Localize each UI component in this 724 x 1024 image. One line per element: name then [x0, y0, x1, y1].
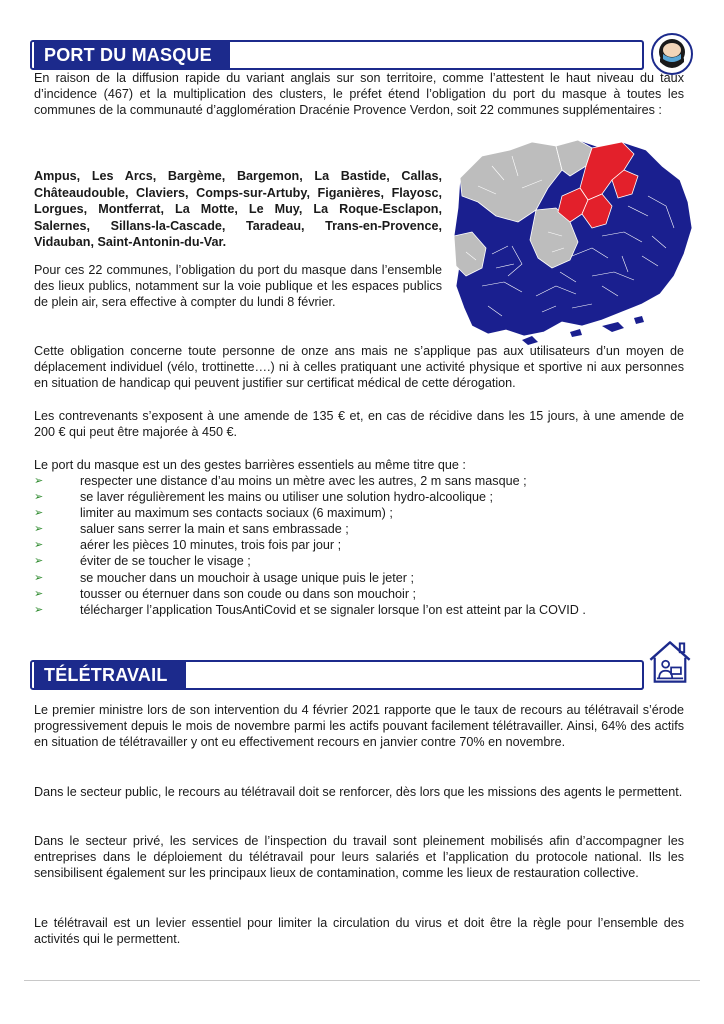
teletravail-p1: Le premier ministre lors de son intervention du 4 février 2021 rapporte que le taux de recours au télétravail s’érode progressivement depuis le mois de novembre parmi les actifs pouvant facilement télétravailler. Ainsi, 64% des actifs en situation de télétravailler y ont eu effectivement recours en janvier contre 70% en novembre. — [34, 703, 684, 750]
arrow-bullet-icon: ➢ — [34, 539, 44, 552]
list-item: ➢ se laver régulièrement les mains ou utiliser une solution hydro-alcoolique ; — [34, 490, 494, 505]
list-item: ➢ respecter une distance d’au moins un mètre avec les autres, 2 m sans masque ; — [34, 474, 527, 488]
section-title-teletravail: TÉLÉTRAVAIL — [34, 662, 186, 688]
masque-scope: Cette obligation concerne toute personne de onze ans mais ne s’applique pas aux utilisateurs d’un moyen de déplacement individuel (vélo, trottinette….) ni à celles pratiquant une activité physique et sportive ni aux personnes en situation de handicap qui peuvent justifier sur certificat médical de cette dérogation. — [34, 344, 684, 391]
gestures-intro: Le port du masque est un des gestes barrières essentiels au même titre que : — [34, 458, 466, 472]
masque-intro: En raison de la diffusion rapide du variant anglais sur son territoire, comme l’attestent le haut niveau du taux d’incidence (467) et la multiplication des clusters, le préfet étend l’obligation du port du masque à toutes les communes de la communauté d’agglomération Dracénie Provence Verdon, soit 22 communes supplémentaires : — [34, 71, 684, 118]
arrow-bullet-icon: ➢ — [34, 523, 44, 536]
var-department-map — [452, 136, 696, 346]
teletravail-p3: Dans le secteur privé, les services de l’inspection du travail sont pleinement mobilisés afin d’accompagner les entreprises dans le déploiement du télétravail pour leurs salariés et l’application du protocole national. Ils les sensibilisent également sur les principaux lieux de contamination, comme les lieux de restauration collective. — [34, 834, 684, 881]
footer-divider — [24, 980, 700, 981]
masque-effective-date: Pour ces 22 communes, l’obligation du port du masque dans l’ensemble des lieux publics, notamment sur la voie publique et les espaces publics de plein air, sera effective à compter du lundi 8 février. — [34, 263, 442, 310]
list-item: ➢ se moucher dans un mouchoir à usage unique puis le jeter ; — [34, 570, 414, 585]
arrow-bullet-icon: ➢ — [34, 587, 44, 600]
section-header-masque — [30, 40, 694, 74]
list-item: ➢ aérer les pièces 10 minutes, trois fois par jour ; — [34, 538, 342, 553]
masque-fines: Les contrevenants s’exposent à une amende de 135 € et, en cas de récidive dans les 15 jours, à une amende de 200 € qui peut être majorée à 450 €. — [34, 409, 684, 440]
gestures-list — [34, 473, 694, 618]
section-title-masque: PORT DU MASQUE — [34, 42, 230, 68]
list-item: ➢ saluer sans serrer la main et sans embrassade ; — [34, 522, 349, 537]
arrow-bullet-icon: ➢ — [34, 603, 44, 616]
arrow-bullet-icon: ➢ — [34, 507, 44, 520]
list-item: ➢ tousser ou éternuer dans son coude ou dans son mouchoir ; — [34, 586, 417, 601]
arrow-bullet-icon: ➢ — [34, 475, 44, 487]
communes-list: Ampus, Les Arcs, Bargème, Bargemon, La Bastide, Callas, Châteaudouble, Claviers, Comps-sur-Artuby, Figanières, Flayosc, Lorgues, Montferrat, La Motte, Le Muy, La Roque-Esclapon, Salernes, Sillans-la-Cascade, Taradeau, Trans-en-Provence, Vidauban, Saint-Antonin-du-Var. — [34, 169, 442, 250]
list-item: ➢ éviter de se toucher le visage ; — [34, 554, 251, 569]
arrow-bullet-icon: ➢ — [34, 555, 44, 568]
section-header-teletravail — [30, 660, 694, 694]
teletravail-p4: Le télétravail est un levier essentiel pour limiter la circulation du virus et doit être la règle pour l’ensemble des activités qui le permettent. — [34, 916, 684, 947]
list-item: ➢ télécharger l’application TousAntiCovid et se signaler lorsque l’on est atteint par la COVID . — [34, 602, 586, 617]
arrow-bullet-icon: ➢ — [34, 491, 44, 504]
list-item: ➢ limiter au maximum ses contacts sociaux (6 maximum) ; — [34, 506, 393, 521]
arrow-bullet-icon: ➢ — [34, 571, 44, 584]
home-office-icon — [646, 638, 694, 686]
teletravail-p2: Dans le secteur public, le recours au télétravail doit se renforcer, dès lors que les missions des agents le permettent. — [34, 785, 683, 799]
